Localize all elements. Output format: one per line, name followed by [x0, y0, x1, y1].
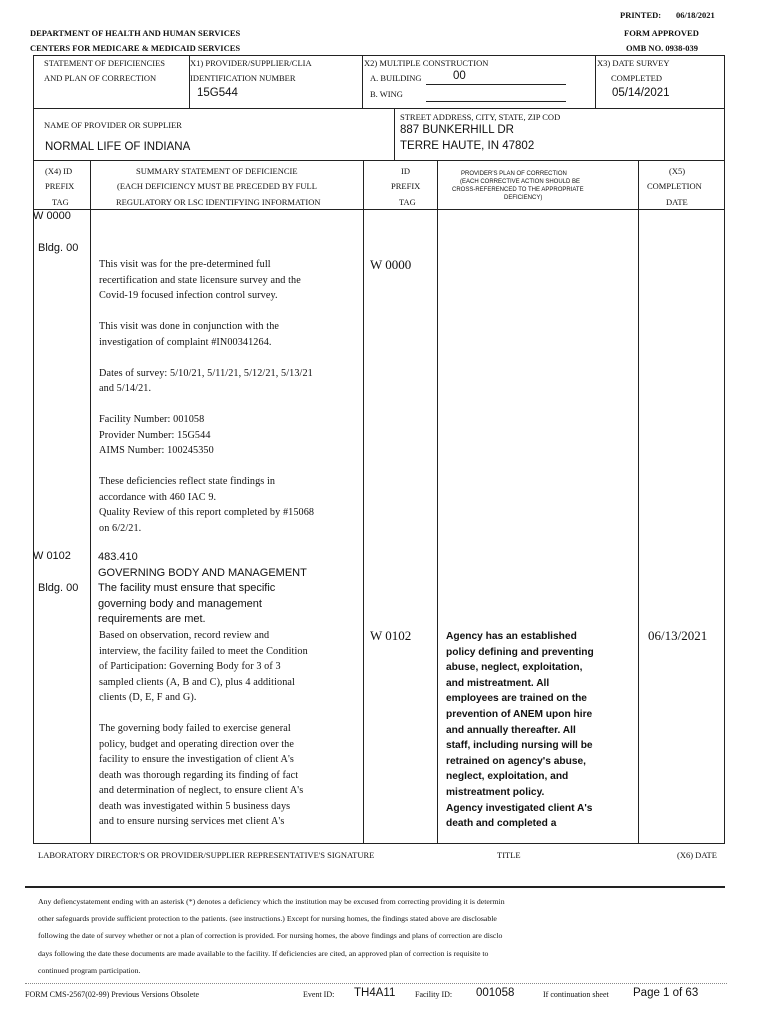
centers-title: CENTERS FOR MEDICARE & MEDICAID SERVICES: [30, 43, 241, 53]
signature-label: LABORATORY DIRECTOR'S OR PROVIDER/SUPPLIER REPRESENTATIVE'S SIGNATURE: [38, 850, 375, 860]
paragraph: The governing body failed to exercise general policy, budget and operating direction over the facility to ensure the investigation of client A's death was thorough regarding its finding of fact and determination of neglect, to ensure client A's death was investigated within 5 business days and to ensure nursing services met client A's: [99, 723, 304, 827]
disclaimer-line: following the date of survey whether or not a plan of correction is provided. For nursing homes, the above findings and plans of correction are disclo: [38, 931, 503, 941]
address-label: STREET ADDRESS, CITY, STATE, ZIP COD: [400, 112, 561, 122]
facility-id-value: 001058: [476, 987, 515, 999]
paragraph: This visit was done in conjunction with the investigation of complaint #IN00341264.: [99, 321, 280, 348]
plan-id-tag: W 0000: [370, 257, 412, 272]
x5-header-3: DATE: [666, 197, 688, 207]
divider: [638, 160, 639, 843]
paragraph: Based on observation, record review and interview, the facility failed to meet the Condition of Participation: Governing Body for 3 of 3 sampled clients (A, B and C), plus 4 additional clients (D, E, F and G).: [99, 630, 308, 703]
deficiency-text: [99, 257, 361, 552]
provider-box-border: [33, 160, 725, 161]
divider: [33, 160, 34, 843]
id-header-3: TAG: [399, 197, 416, 207]
disclaimer-line: other safeguards provide sufficient protection to the patients. (see instructions.) Except for nursing homes, the findings stated above are disclosable: [38, 914, 497, 924]
page-number: Page 1 of 63: [633, 987, 699, 999]
wing-label: B. WING: [370, 89, 403, 99]
address-line-2: TERRE HAUTE, IN 47802: [400, 140, 535, 152]
plan-header-3: CROSS-REFERENCED TO THE APPROPRIATE: [452, 187, 584, 193]
x5-header-2: COMPLETION: [647, 181, 702, 191]
summary-header-1: SUMMARY STATEMENT OF DEFICIENCIE: [136, 166, 298, 176]
deficiency-tag: W 0000: [33, 210, 71, 222]
printed-date: 06/18/2021: [676, 10, 715, 20]
title-label: TITLE: [497, 850, 521, 860]
disclaimer-line: Any defiencystatement ending with an asterisk (*) denotes a deficiency which the institution may be excused from correcting providing it is determin: [38, 897, 505, 906]
plan-id-tag: W 0102: [370, 628, 412, 643]
divider: [33, 55, 34, 108]
regulation-heading: 483.410 GOVERNING BODY AND MANAGEMENT The facility must ensure that specific governing body and management requirements are met.: [98, 551, 307, 626]
form-approved: FORM APPROVED: [624, 28, 699, 38]
x5-header-1: (X5): [669, 166, 686, 176]
id-header-2: PREFIX: [391, 181, 421, 191]
divider: [394, 108, 395, 160]
x3-title: X3) DATE SURVEY: [597, 58, 670, 68]
disclaimer-text: [38, 893, 728, 979]
disclaimer-line: continued program participation.: [38, 965, 141, 975]
statement-label-1: STATEMENT OF DEFICIENCIES: [44, 58, 166, 68]
survey-completed-date: 05/14/2021: [612, 87, 670, 99]
disclaimer-line: days following the date these documents are made available to the facility. If deficiencies are cited, an approved plan of correction is requisite to: [38, 948, 489, 958]
footer-divider: [25, 983, 727, 984]
plan-of-correction-text: Agency has an established policy defining and preventing abuse, neglect, exploitation, and mistreatment. All employees are trained on the prevention of ANEM upon hire and annually thereafter. All staff, including nursing will be retrained on agency's abuse, neglect, exploitation, and mistreatment policy. Agency investigated client A's death and completed a: [446, 631, 594, 830]
statement-label-2: AND PLAN OF CORRECTION: [44, 73, 157, 83]
date-label: (X6) DATE: [677, 850, 717, 860]
omb-number: OMB NO. 0938-039: [626, 43, 699, 53]
printed-label: PRINTED:: [620, 10, 662, 20]
x3-sub: COMPLETED: [611, 73, 662, 83]
top-box-border: [33, 108, 725, 109]
completion-date: 06/13/2021: [648, 628, 708, 643]
divider: [595, 55, 596, 108]
plan-header-2: (EACH CORRECTIVE ACTION SHOULD BE: [460, 179, 581, 185]
divider: [33, 108, 34, 160]
department-title: DEPARTMENT OF HEALTH AND HUMAN SERVICES: [30, 28, 241, 38]
paragraph: Facility Number: 001058 Provider Number: 15G544 AIMS Number: 100245350: [99, 414, 214, 456]
divider: [724, 55, 725, 108]
divider: [362, 55, 363, 108]
divider: [90, 160, 91, 843]
building-label: A. BUILDING: [370, 73, 422, 83]
x1-label-2: IDENTIFICATION NUMBER: [190, 73, 296, 83]
x4-header-3: TAG: [52, 197, 69, 207]
x2-title: X2) MULTIPLE CONSTRUCTION: [364, 58, 489, 68]
paragraph: Dates of survey: 5/10/21, 5/11/21, 5/12/21, 5/13/21 and 5/14/21.: [99, 367, 313, 394]
id-header-1: ID: [401, 166, 410, 176]
x4-header-2: PREFIX: [45, 181, 75, 191]
plan-header-4: DEFICIENCY): [504, 195, 543, 201]
event-id-label: Event ID:: [303, 990, 335, 999]
plan-header-1: PROVIDER'S PLAN OF CORRECTION: [461, 171, 567, 177]
divider: [363, 160, 364, 843]
divider: [724, 108, 725, 160]
building-underline: [426, 84, 566, 85]
event-id-value: TH4A11: [354, 987, 396, 999]
provider-name-label: NAME OF PROVIDER OR SUPPLIER: [44, 120, 182, 130]
x4-header-1: (X4) ID: [45, 166, 73, 176]
summary-header-3: REGULATORY OR LSC IDENTIFYING INFORMATION: [116, 197, 321, 207]
building-value: 00: [453, 70, 466, 82]
signature-divider: [25, 886, 725, 888]
deficiency-text: [99, 628, 361, 845]
building-tag: Bldg. 00: [38, 582, 79, 594]
paragraph: This visit was for the pre-determined full recertification and state licensure survey and the Covid-19 focused infection control survey.: [99, 259, 301, 301]
summary-header-2: (EACH DEFICIENCY MUST BE PRECEDED BY FULL: [117, 181, 317, 191]
wing-underline: [426, 101, 566, 102]
facility-id-label: Facility ID:: [415, 990, 453, 999]
divider: [724, 160, 725, 843]
paragraph: These deficiencies reflect state findings in accordance with 460 IAC 9. Quality Review of this report completed by #15068 on 6/2/21.: [99, 476, 315, 534]
continuation-label: If continuation sheet: [543, 990, 609, 999]
x1-label-1: X1) PROVIDER/SUPPLIER/CLIA: [190, 58, 312, 68]
provider-id-value: 15G544: [197, 87, 238, 99]
divider: [437, 160, 438, 843]
provider-name-value: NORMAL LIFE OF INDIANA: [45, 141, 191, 153]
column-header-border: [33, 209, 725, 210]
deficiency-tag: W 0102: [33, 550, 71, 562]
address-line-1: 887 BUNKERHILL DR: [400, 124, 514, 136]
form-number: FORM CMS-2567(02-99) Previous Versions Obsolete: [25, 990, 200, 999]
building-tag: Bldg. 00: [38, 242, 79, 254]
top-box-border: [33, 55, 725, 56]
